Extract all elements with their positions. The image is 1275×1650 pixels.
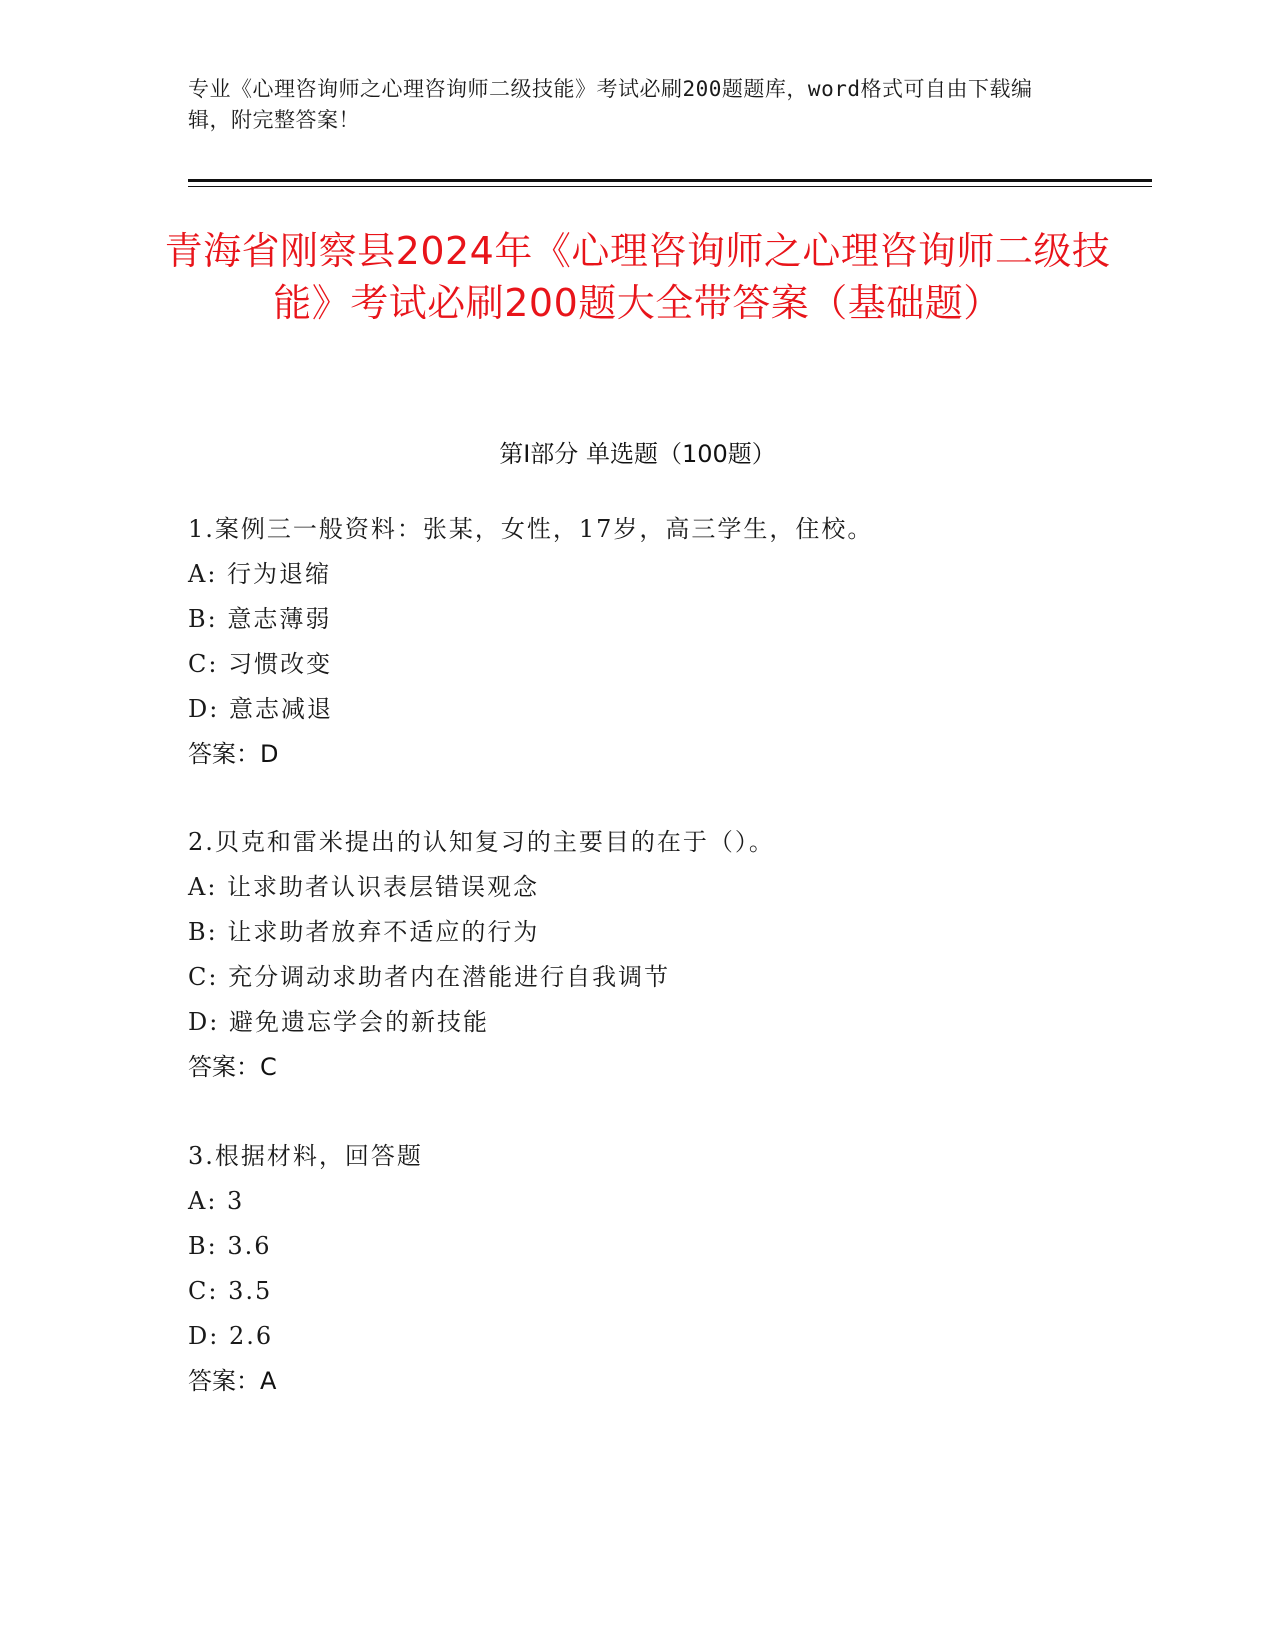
- option-b: B: 让求助者放弃不适应的行为: [188, 918, 540, 946]
- answer-line: 答案：D: [188, 740, 279, 768]
- document-header-note: 专业《心理咨询师之心理咨询师二级技能》考试必刷200题题库，word格式可自由下载编辑，附完整答案！: [188, 77, 1033, 132]
- option-a: A: 行为退缩: [188, 560, 332, 588]
- option-c: C: 充分调动求助者内在潜能进行自我调节: [188, 963, 671, 991]
- option-a: A: 3: [188, 1187, 245, 1215]
- option-d: D: 2.6: [188, 1322, 274, 1350]
- question-stem: 3.根据材料，回答题: [188, 1142, 423, 1170]
- section-title: 第Ⅰ部分 单选题（100题）: [499, 440, 776, 468]
- header-divider-thin: [188, 186, 1152, 187]
- question-block: [188, 820, 1148, 1090]
- option-c: C: 习惯改变: [188, 650, 333, 678]
- question-stem: 2.贝克和雷米提出的认知复习的主要目的在于（）。: [188, 828, 775, 856]
- question-block: [188, 507, 1148, 777]
- option-d: D: 意志减退: [188, 695, 333, 723]
- document-title: 青海省刚察县2024年《心理咨询师之心理咨询师二级技能》考试必刷200题大全带答案（基础题）: [164, 229, 1111, 325]
- option-a: A: 让求助者认识表层错误观念: [188, 873, 540, 901]
- option-b: B: 3.6: [188, 1232, 272, 1260]
- option-c: C: 3.5: [188, 1277, 273, 1305]
- answer-line: 答案：C: [188, 1053, 277, 1081]
- answer-line: 答案：A: [188, 1367, 277, 1395]
- question-block: [188, 1134, 1148, 1404]
- header-divider-thick: [188, 179, 1152, 182]
- option-b: B: 意志薄弱: [188, 605, 332, 633]
- option-d: D: 避免遗忘学会的新技能: [188, 1008, 489, 1036]
- question-stem: 1.案例三一般资料：张某，女性，17岁，高三学生，住校。: [188, 515, 874, 543]
